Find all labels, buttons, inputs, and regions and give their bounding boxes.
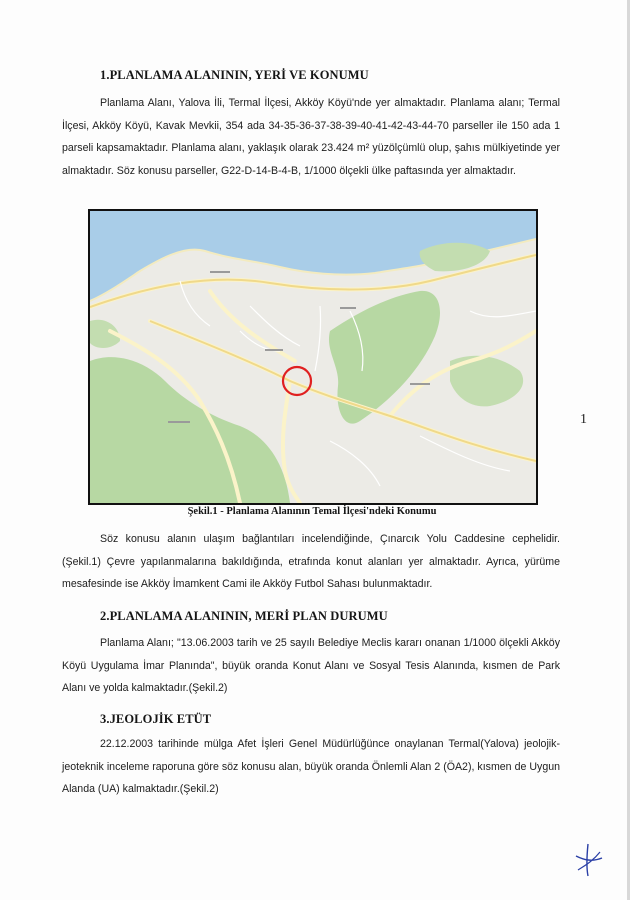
section3-paragraph bbox=[62, 733, 560, 801]
section1-paragraph1 bbox=[62, 92, 560, 182]
section3-paragraph-text: 22.12.2003 tarihinde mülga Afet İşleri Genel Müdürlüğünce onaylanan Termal(Yalova) jeolojik-jeoteknik inceleme raporuna göre söz konusu alan, büyük oranda Önlemli Alan 2 (ÖA2), kısmen de Uygun Alanda (UA) kalmaktadır.(Şekil.2) bbox=[62, 738, 560, 795]
section1-paragraph2 bbox=[62, 528, 560, 596]
section1-paragraph1-text: Planlama Alanı, Yalova İli, Termal İlçesi, Akköy Köyü'nde yer almaktadır. Planlama alanı; Termal İlçesi, Akköy Köyü, Kavak Mevkii, 354 ada 34-35-36-37-38-39-40-41-42-43-44-70 parseller ile 150 ada 1 parseli kapsamaktadır. Planlama alanı, yaklaşık olarak 23.424 m² yüzölçümlü olup, şahıs mülkiyetinde yer almaktadır. Söz konusu parseller, G22-D-14-B-4-B, 1/1000 ölçekli ülke paftasında yer almaktadır. bbox=[62, 97, 560, 177]
map-graphic bbox=[90, 211, 536, 503]
section1-paragraph2-text: Söz konusu alanın ulaşım bağlantıları incelendiğinde, Çınarcık Yolu Caddesine cephelidir. (Şekil.1) Çevre yapılanmalarına bakıldığında, etrafında konut alanları yer almaktadır. Ayrıca, yürüme mesafesinde ise Akköy İmamkent Cami ile Akköy Futbol Sahası bulunmaktadır. bbox=[62, 533, 560, 590]
section2-heading: 2.PLANLAMA ALANININ, MERİ PLAN DURUMU bbox=[100, 609, 388, 623]
section2-paragraph-text: Planlama Alanı; "13.06.2003 tarih ve 25 sayılı Belediye Meclis kararı onanan 1/1000 ölçekli Akköy Köyü Uygulama İmar Planında", büyük oranda Konut Alanı ve Sosyal Tesis Alanında, kısmen de Park Alanı ve yolda kalmaktadır.(Şekil.2) bbox=[62, 637, 560, 694]
location-map bbox=[88, 209, 538, 505]
section1-heading: 1.PLANLAMA ALANININ, YERİ VE KONUMU bbox=[100, 68, 369, 82]
section2-paragraph bbox=[62, 632, 560, 700]
section3-heading: 3.JEOLOJİK ETÜT bbox=[100, 712, 212, 726]
signature-mark bbox=[570, 840, 606, 880]
figure1-caption: Şekil.1 - Planlama Alanının Temal İlçesi'ndeki Konumu bbox=[187, 506, 437, 517]
page-number: 1 bbox=[580, 412, 587, 427]
